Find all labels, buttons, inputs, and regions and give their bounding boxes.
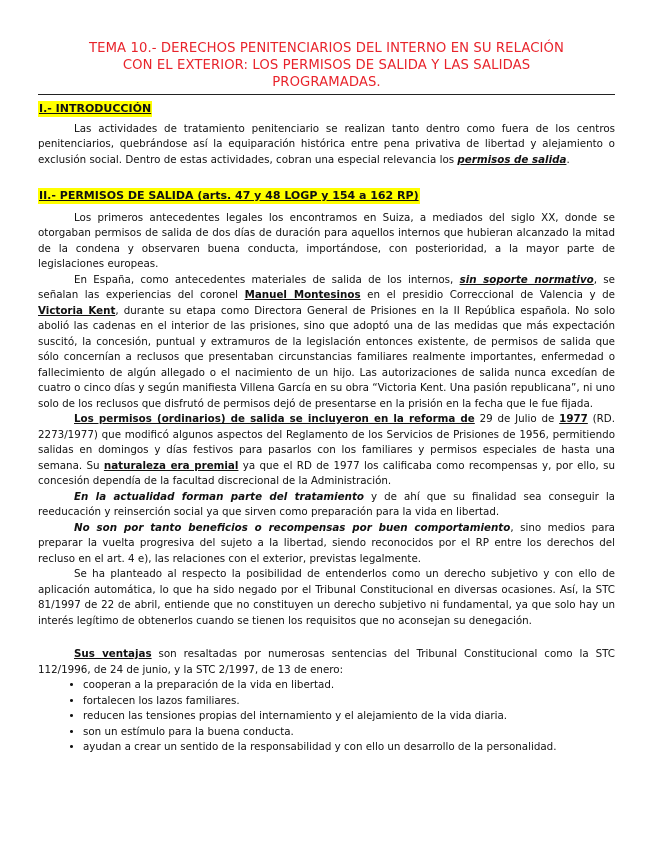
permisos-de-salida-emphasis: permisos de salida — [457, 153, 567, 166]
paragraph-tratamiento: En la actualidad forman parte del tratamiento y de ahí que su finalidad sea conseguir la reeducación y reinserción social ya que sirven como preparación para la vida en libertad. — [38, 490, 615, 518]
title-line-2: CON EL EXTERIOR: LOS PERMISOS DE SALIDA Y LAS SALIDAS — [122, 58, 531, 73]
naturaleza-premial-emphasis: naturaleza era premial — [103, 459, 239, 472]
intro-paragraph: Las actividades de tratamiento penitenciario se realizan tanto dentro como fuera de los centros penitenciarios, quebrándose así la equiparación histórica entre pena privativa de libertad y alejamiento o exclusión social. Dentro de estas actividades, cobran una especial relevancia los permisos de salida. — [38, 122, 615, 166]
sus-ventajas-emphasis: Sus ventajas — [74, 648, 152, 660]
list-item: • cooperan a la preparación de la vida en libertad. — [83, 678, 615, 694]
paragraph-gap — [38, 629, 615, 647]
paragraph-no-beneficios: No son por tanto beneficios o recompensas por buen comportamiento, sino medios para preparar la vuelta progresiva del sujeto a la libertad, siendo reconocidos por el RP entre los derechos del recluso en el art. 4 e), las relaciones con el exterior, previstas legalmente. — [38, 521, 615, 565]
title-divider — [38, 94, 615, 95]
paragraph-ventajas: Sus ventajas son resaltadas por numerosas sentencias del Tribunal Constitucional como la STC 112/1996, de 24 de junio, y la STC 2/1997, de 13 de enero: — [38, 648, 615, 676]
list-item: • fortalecen los lazos familiares. — [83, 694, 615, 710]
year-1977-emphasis: 1977 — [559, 413, 588, 425]
paragraph-derecho-subjetivo: Se ha planteado al respecto la posibilidad de entenderlos como un derecho subjetivo y con ello de aplicación automática, lo que ha sido negado por el Tribunal Constitucional en diversas ocasiones. Así, la STC 81/1997 de 22 de abril, entiende que no constituyen un derecho subjetivo ni fundamental, ya que solo hay un interés legítimo de obtenerlos cuando se tienen los requisitos que no aconsejan su denegación. — [38, 568, 615, 627]
section-1-heading: I.- INTRODUCCIÓN — [39, 102, 152, 115]
ventajas-list — [38, 678, 615, 756]
montesinos-emphasis: Manuel Montesinos — [244, 289, 361, 301]
victoria-kent-emphasis: Victoria Kent — [38, 304, 116, 317]
paragraph-reforma-1977: Los permisos (ordinarios) de salida se incluyeron en la reforma de 29 de Julio de 1977 (RD. 2273/1977) que modificó algunos aspectos del Reglamento de los Servicios de Prisiones de 1956, permitiendo salidas en domingos y días festivos para pasarlos con los familiares y permisos especiales de hasta una semana. Su naturaleza era premial ya que el RD de 1977 los calificaba como recompensas y, por ello, su concesión dependía de la facultad discrecional de la Administración. — [38, 413, 615, 487]
sin-soporte-normativo-emphasis: sin soporte normativo — [459, 273, 594, 286]
no-beneficios-emphasis: No son por tanto beneficios o recompensas por buen comportamiento — [74, 521, 511, 534]
document-title — [38, 40, 615, 91]
list-item: • reducen las tensiones propias del internamiento y el alejamiento de la vida diaria. — [83, 709, 615, 725]
reforma-emphasis: Los permisos (ordinarios) de salida se incluyeron en la reforma de — [74, 413, 475, 425]
title-line-1: TEMA 10.- DERECHOS PENITENCIARIOS DEL INTERNO EN SU RELACIÓN — [88, 41, 564, 56]
tratamiento-emphasis: En la actualidad forman parte del tratamiento — [74, 490, 364, 503]
paragraph-espana: En España, como antecedentes materiales de salida de los internos, sin soporte normativo, se señalan las experiencias del coronel Manuel Montesinos en el presidio Correccional de Valencia y de Victoria Kent, durante su etapa como Directora General de Prisiones en la II República española. No solo abolió las cadenas en el interior de las prisiones, sino que adoptó una de las medidas que más expectación suscitó, la concesión, puntual y extramuros de la legislación entonces existente, de permisos de salida que sólo concernían a reclusos que presentaban circunstancias familiares realmente importantes, enfermedad o fallecimiento de algún allegado o el nacimiento de un hijo. Las autorizaciones de salida nunca excedían de cuatro o cinco días y según manifiesta Villena García en su obra “Victoria Kent. Una pasión republicana”, ni uno solo de los reclusos que disfrutó de permisos dejó de presentarse en la prisión en la fecha que le fue fijada. — [38, 273, 615, 410]
title-line-3: PROGRAMADAS. — [272, 75, 381, 90]
list-item: • son un estímulo para la buena conducta. — [83, 725, 615, 741]
list-item: • ayudan a crear un sentido de la responsabilidad y con ello un desarrollo de la personalidad. — [83, 740, 615, 756]
section-2-heading: II.- PERMISOS DE SALIDA (arts. 47 y 48 LOGP y 154 a 162 RP) — [39, 189, 419, 202]
paragraph-antecedentes: Los primeros antecedentes legales los encontramos en Suiza, a mediados del siglo XX, donde se otorgaban permisos de salida de dos días de duración para aquellos internos que hubieran alcanzado la mitad de la condena y observaren buena conducta, importándose, con posterioridad, a la mayor parte de legislaciones europeas. — [38, 211, 615, 270]
